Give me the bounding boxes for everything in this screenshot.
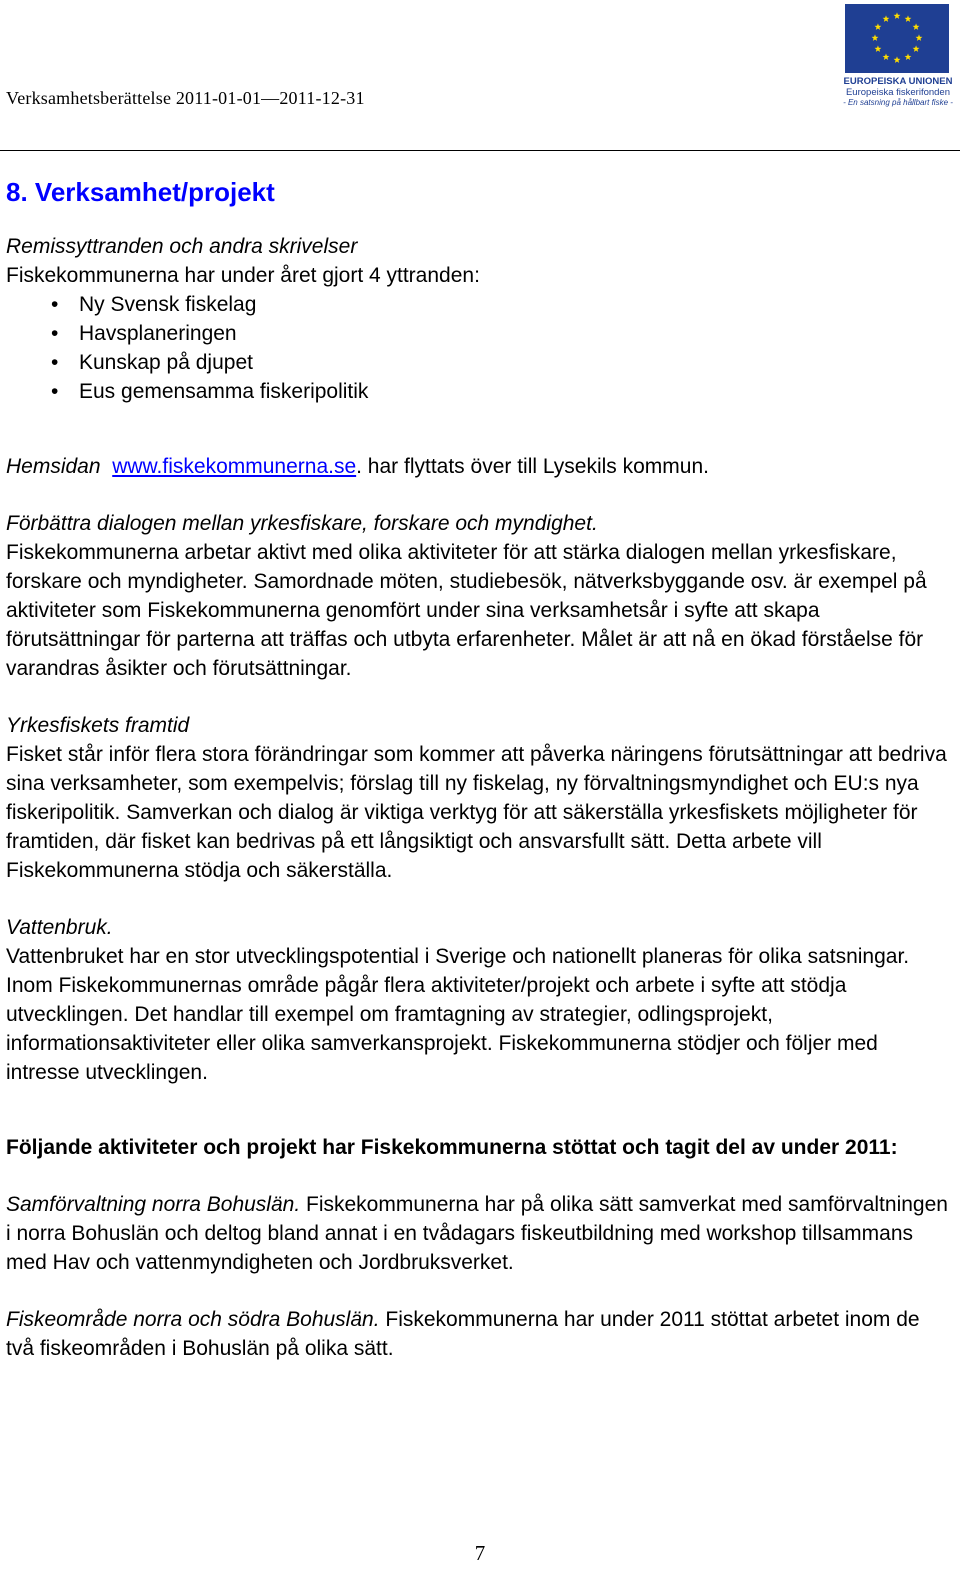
remiss-list — [6, 290, 951, 406]
fiskeomrade-paragraph — [6, 1305, 951, 1363]
samforvaltning-body: Fiskekommunerna har på olika sätt samverkat med samförvaltningen i norra Bohuslän och deltog bland annat i en tvådagars fiskeutbildning med workshop tillsammans med Hav och vattenmyndigheten och Jordbruksverket. — [6, 1193, 948, 1274]
bullet-icon: • — [51, 322, 59, 345]
list-item: • Havsplaneringen — [6, 319, 951, 348]
eu-logo-line-fund: Europeiska fiskerifonden — [845, 87, 951, 98]
fiskekommunerna-link[interactable]: www.fiskekommunerna.se — [112, 455, 357, 478]
list-item: • Kunskap på djupet — [6, 348, 951, 377]
report-title: Verksamhetsberättelse 2011-01-01—2011-12-31 — [6, 88, 365, 108]
framtid-body: Fisket står inför flera stora förändringar som kommer att påverka näringens förutsättningar att bedriva sina verksamheter, som exempelvis; förslag till ny fiskelag, ny förvaltningsmyndighet och EU:s nya fiskeripolitik. Samverkan och dialog är viktiga verktyg för att säkerställa yrkesfiskets möjligheter för framtiden, där fisket kan bedrivas på ett långsiktigt och ansvarsfullt sätt. Detta arbete vill Fiskekommunerna stödja och säkerställa. — [6, 743, 947, 882]
eu-logo-line-slogan: - En satsning på hållbart fiske - — [843, 98, 953, 107]
list-item: • Eus gemensamma fiskeripolitik — [6, 377, 951, 406]
eu-fisheries-fund-logo — [843, 4, 953, 107]
hemsidan-paragraph — [6, 452, 951, 481]
eu-flag-icon — [845, 4, 949, 73]
framtid-title: Yrkesfiskets framtid — [6, 714, 190, 737]
remiss-intro: Fiskekommunerna har under året gjort 4 yttranden: — [6, 264, 480, 287]
fiskeomrade-body: Fiskekommunerna har under 2011 stöttat arbetet inom de två fiskeområden i Bohuslän på olika sätt. — [6, 1308, 920, 1360]
bullet-icon: • — [51, 351, 59, 374]
header-divider — [0, 150, 960, 151]
samforvaltning-title: Samförvaltning norra Bohuslän. — [6, 1193, 301, 1216]
dialog-body: Fiskekommunerna arbetar aktivt med olika aktiviteter för att stärka dialogen mellan yrkesfiskare, forskare och myndigheter. Samordnade möten, studiebesök, nätverksbyggande osv. är exempel på aktiviteter som Fiskekommunerna genomfört under sina verksamhetsår i syfte att skapa förutsättningar för parterna att träffas och utbyta erfarenheter. Målet är att nå en ökad förståelse för varandras åsikter och förutsättningar. — [6, 541, 927, 680]
bullet-icon: • — [51, 293, 59, 316]
vattenbruk-title: Vattenbruk. — [6, 916, 113, 939]
samforvaltning-paragraph — [6, 1190, 951, 1277]
dialog-title: Förbättra dialogen mellan yrkesfiskare, forskare och myndighet. — [6, 512, 598, 535]
remiss-title: Remissyttranden och andra skrivelser — [6, 235, 358, 258]
section-heading: 8. Verksamhet/projekt — [6, 177, 275, 207]
bullet-icon: • — [51, 380, 59, 403]
hemsidan-text: . har flyttats över till Lysekils kommun. — [356, 455, 709, 478]
fiskeomrade-title: Fiskeområde norra och södra Bohuslän. — [6, 1308, 380, 1331]
eu-logo-line-union: EUROPEISKA UNIONEN — [843, 76, 953, 87]
page-number: 7 — [474, 1541, 486, 1565]
vattenbruk-body: Vattenbruket har en stor utvecklingspotential i Sverige och nationellt planeras för olika satsningar. Inom Fiskekommunernas område pågår flera aktiviteter/projekt och arbete i syfte att stödja utvecklingen. Det handlar till exempel om framtagning av strategier, odlingsprojekt, informationsaktiviteter eller olika samverkansprojekt. Fiskekommunerna stödjer och följer med intresse utvecklingen. — [6, 945, 910, 1084]
hemsidan-label: Hemsidan — [6, 455, 101, 478]
page-header — [0, 0, 960, 152]
projekt-heading: Följande aktiviteter och projekt har Fiskekommunerna stöttat och tagit del av under 2011: — [6, 1136, 898, 1159]
eu-stars-icon — [845, 4, 949, 73]
list-item: • Ny Svensk fiskelag — [6, 290, 951, 319]
document-body — [6, 172, 951, 1363]
